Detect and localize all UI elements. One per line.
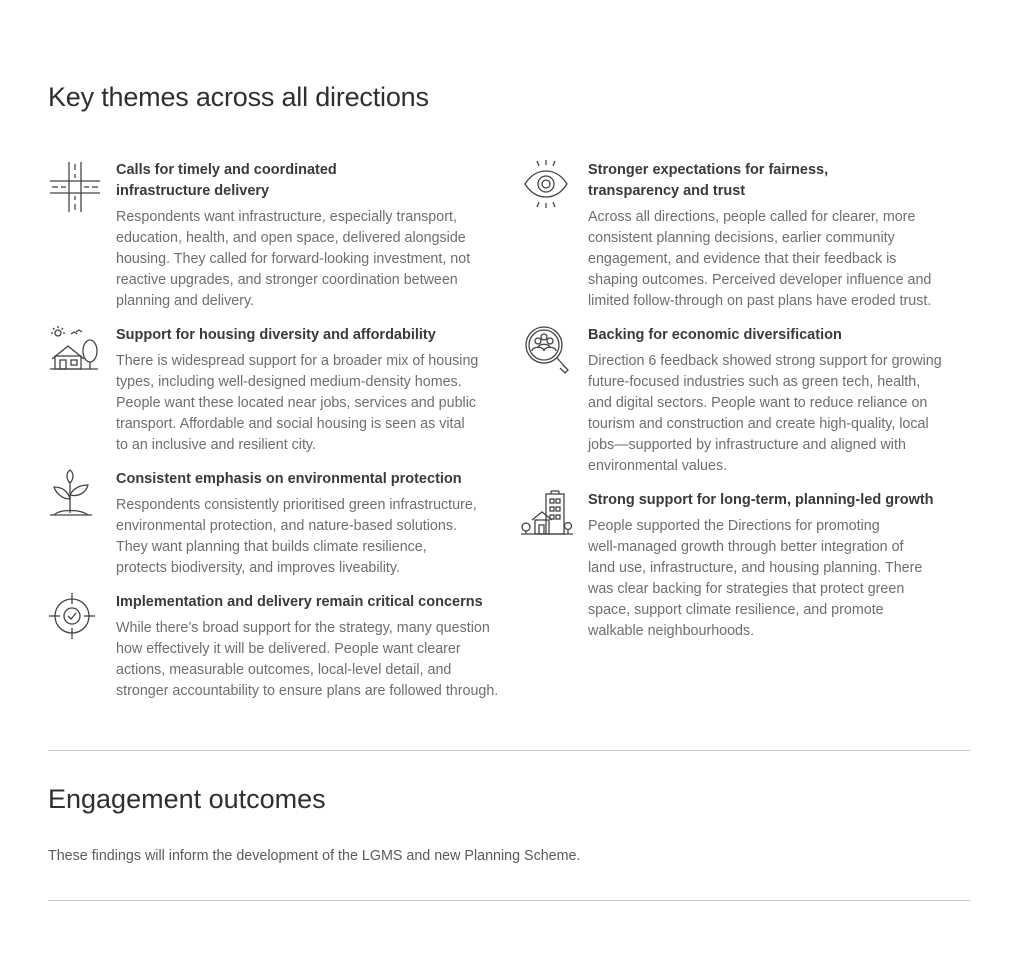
theme-infrastructure [48,160,536,312]
section-divider-top [48,750,970,751]
theme-body: While there’s broad support for the strategy, many question how effectively it will be delivered. People want clearer actions, measurable outcomes, local-level detail, and stronger accountability to ensure plans are followed through. [116,620,499,699]
theme-fairness [520,160,983,312]
theme-body: Respondents want infrastructure, especially transport, education, health, and open space, delivered alongside housing. They called for forward-looking investment, not reactive upgrades, and stronger coordination between planning and delivery. [116,209,471,309]
theme-heading: Implementation and delivery remain critical concerns [116,594,483,610]
section-divider-bottom [48,900,970,901]
engagement-outcomes-text: These findings will inform the development of the LGMS and new Planning Scheme. [48,848,581,864]
target-check-icon [48,592,102,646]
themes-left-column [48,160,538,702]
seedling-icon [48,469,102,523]
magnifier-people-icon [520,325,574,379]
themes-right-column [520,160,980,642]
theme-implementation [48,592,536,702]
theme-growth [520,490,983,642]
eye-icon [520,160,574,214]
theme-body: Respondents consistently prioritised green infrastructure, environmental protection, and nature-based solutions. They want planning that builds climate resilience, protects biodiversity, and improves liveability. [116,497,477,576]
city-buildings-icon [520,490,574,544]
theme-body: Across all directions, people called for clearer, more consistent planning decisions, earlier community engagement, and evidence that their feedback is shaping outcomes. Perceived developer influence and limited follow-through on past plans have eroded trust. [588,209,932,309]
engagement-outcomes-title: Engagement outcomes [48,784,326,814]
theme-environment [48,469,536,579]
house-tree-icon [48,325,102,379]
theme-heading: Calls for timely and coordinated infrastructure delivery [116,162,337,199]
theme-body: There is widespread support for a broader mix of housing types, including well-designed medium-density homes. People want these located near jobs, services and public transport. Affordable and social housing is seen as vital to an inclusive and resilient city. [116,353,479,453]
theme-body: People supported the Directions for promoting well-managed growth through better integration of land use, infrastructure, and housing planning. There was clear backing for strategies that protect green space, support climate resilience, and promote walkable neighbourhoods. [588,518,923,639]
theme-heading: Strong support for long-term, planning-led growth [588,492,934,508]
theme-economic [520,325,983,477]
theme-heading: Stronger expectations for fairness, transparency and trust [588,162,829,199]
theme-heading: Consistent emphasis on environmental protection [116,471,462,487]
road-intersection-icon [48,160,102,214]
theme-heading: Support for housing diversity and affordability [116,327,436,343]
page-title: Key themes across all directions [48,82,429,112]
theme-heading: Backing for economic diversification [588,327,842,343]
theme-housing [48,325,536,456]
theme-body: Direction 6 feedback showed strong support for growing future-focused industries such as green tech, health, and digital sectors. People want to reduce reliance on tourism and construction and create high-quality, local jobs—supported by infrastructure and aligned with environmental values. [588,353,942,474]
